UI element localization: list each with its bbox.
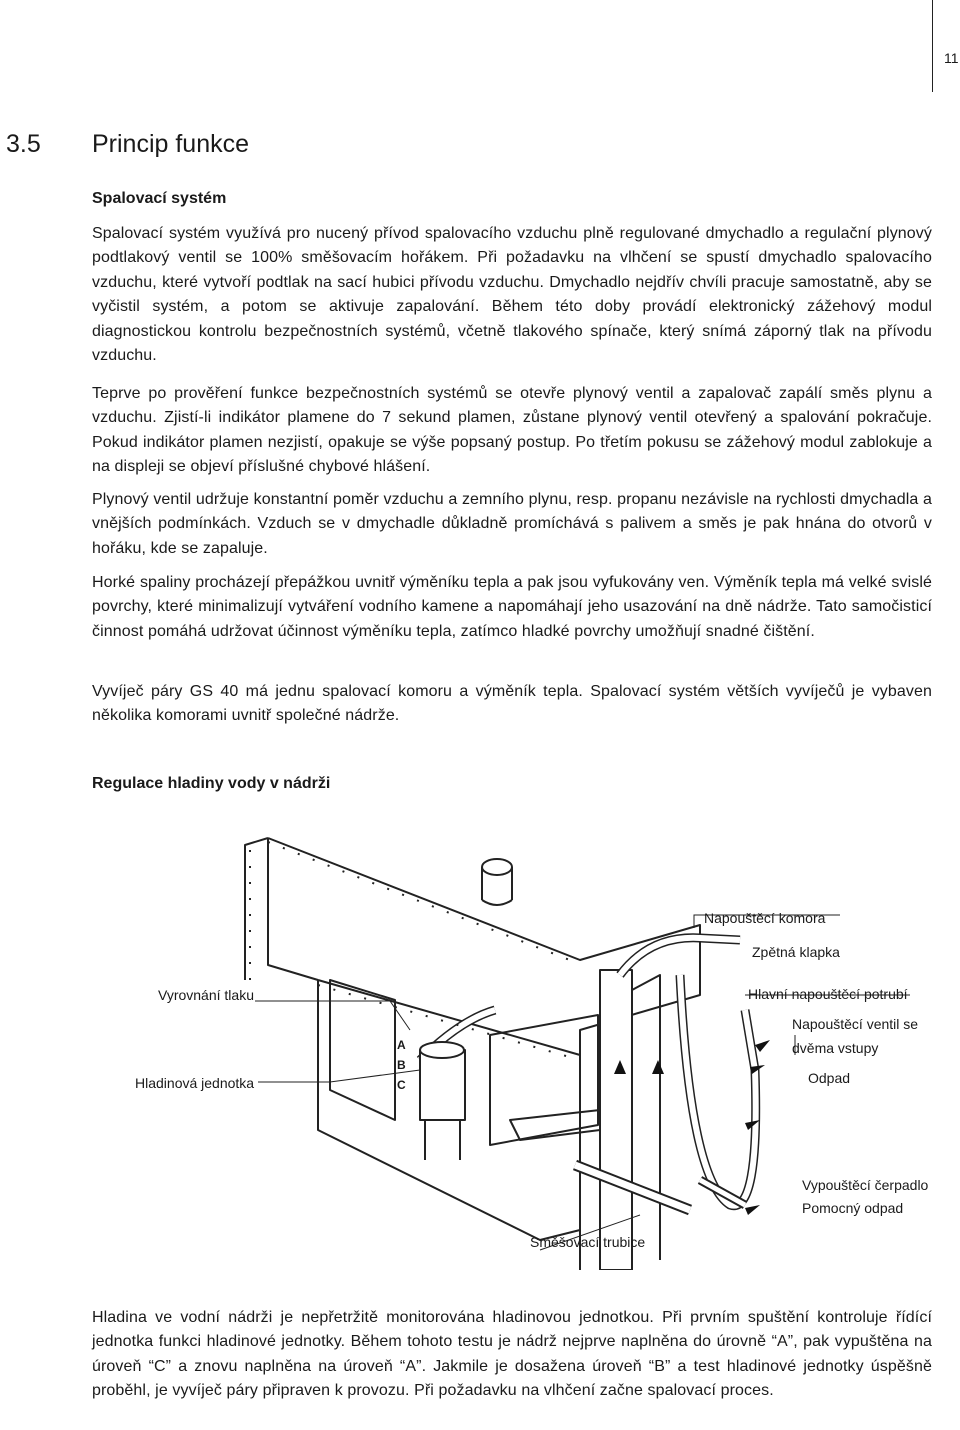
- label-pressure-equalization: Vyrovnání tlaku: [158, 987, 254, 1003]
- label-level-a: A: [397, 1038, 406, 1052]
- label-drain: Odpad: [808, 1070, 851, 1086]
- label-level-unit: Hladinová jednotka: [135, 1075, 255, 1091]
- label-aux-drain: Pomocný odpad: [802, 1200, 904, 1216]
- combustion-paragraph-5: Vyvíječ páry GS 40 má jednu spalovací komoru a výměník tepla. Spalovací systém větších vyvíječů je vybaven několika komorami uvnitř společné nádrže.: [92, 683, 932, 725]
- label-drain-pump: Vypouštěcí čerpadlo: [802, 1177, 929, 1193]
- page-number-rule: [932, 0, 933, 92]
- combustion-paragraph-2: Teprve po prověření funkce bezpečnostních systémů se otevře plynový ventil a zapalovač zapálí směs plynu a vzduchu. Zjistí-li indikátor plamene do 7 sekund plamen, zůstane plynový ventil otevřený a spalování pokračuje. Pokud indikátor plamen nezjistí, opakuje se výše popsaný postup. Po třetím pokusu se zážehový modul zablokuje a na displeji se objeví příslušné chybové hlášení.: [92, 385, 932, 476]
- water-level-paragraph: Hladina ve vodní nádrži je nepřetržitě monitorována hladinovou jednotkou. Při prvním spuštění kontroluje řídící jednotka funkci hladinové jednotky. Během tohoto testu je nádrž nejprve naplněna do úrovně “A”, pak vypuštěna na úroveň “C” a znovu naplněna na úroveň “A”. Jakmile je dosažena úroveň “B” a test hladinové jednotky úspěšně proběhl, je vyvíječ páry připraven k provozu. Při požadavku na vlhčení začne spalovací proces.: [92, 1309, 932, 1400]
- label-level-b: B: [397, 1058, 406, 1072]
- label-fill-chamber: Napouštěcí komora: [704, 910, 826, 926]
- combustion-heading: Spalovací systém: [92, 190, 227, 207]
- label-main-fill-pipe: Hlavní napouštěcí potrubí: [748, 986, 908, 1002]
- label-mixing-tube: Směšovací trubice: [530, 1234, 646, 1250]
- combustion-paragraph-4: Horké spaliny procházejí přepážkou uvnitř výměníku tepla a pak jsou vyfukovány ven. Výměník tepla má velké svislé povrchy, které minimalizují vytváření vodního kamene a napomáhají jeho usazování na dně nádrže. Tato samočisticí činnost pomáhá udržovat účinnost výměníku tepla, zatímco hladké povrchy umožňují snadné čištění.: [92, 574, 932, 640]
- section-title: Princip funkce: [92, 130, 250, 158]
- label-fill-valve: Napouštěcí ventil se dvěma vstupy: [792, 1016, 919, 1056]
- label-level-c: C: [397, 1078, 406, 1092]
- combustion-paragraph-1: Spalovací systém využívá pro nucený přívod spalovacího vzduchu plně regulované dmychadlo a regulační plynový podtlakový ventil se 100% směšovacím hořákem. Při požadavku na vlhčení se spustí dmychadlo spalovacího vzduchu, které vytvoří podtlak na sací hubici přívodu vzduchu. Dmychadlo nejdřív chvíli pracuje samostatně, aby se vyčistil systém, a potom se aktivuje zapalování. Během této doby provádí elektronický zážehový modul diagnostickou kontrolu bezpečnostních systémů, včetně tlakového spínače, který snímá záporný tlak na přívodu vzduchu.: [92, 225, 932, 365]
- page-number: 11: [944, 50, 959, 66]
- label-check-valve: Zpětná klapka: [752, 944, 840, 960]
- combustion-paragraph-3: Plynový ventil udržuje konstantní poměr vzduchu a zemního plynu, resp. propanu nezávisle na rychlosti dmychadla a vnějších podmínkách. Vzduch se v dmychadle důkladně promíchává s palivem a směs je pak hnána do otvorů v hořáku, kde se zapaluje.: [92, 491, 932, 557]
- steam-generator-diagram: [0, 820, 960, 1270]
- water-level-heading: Regulace hladiny vody v nádrži: [92, 775, 331, 792]
- section-number: 3.5: [6, 130, 41, 158]
